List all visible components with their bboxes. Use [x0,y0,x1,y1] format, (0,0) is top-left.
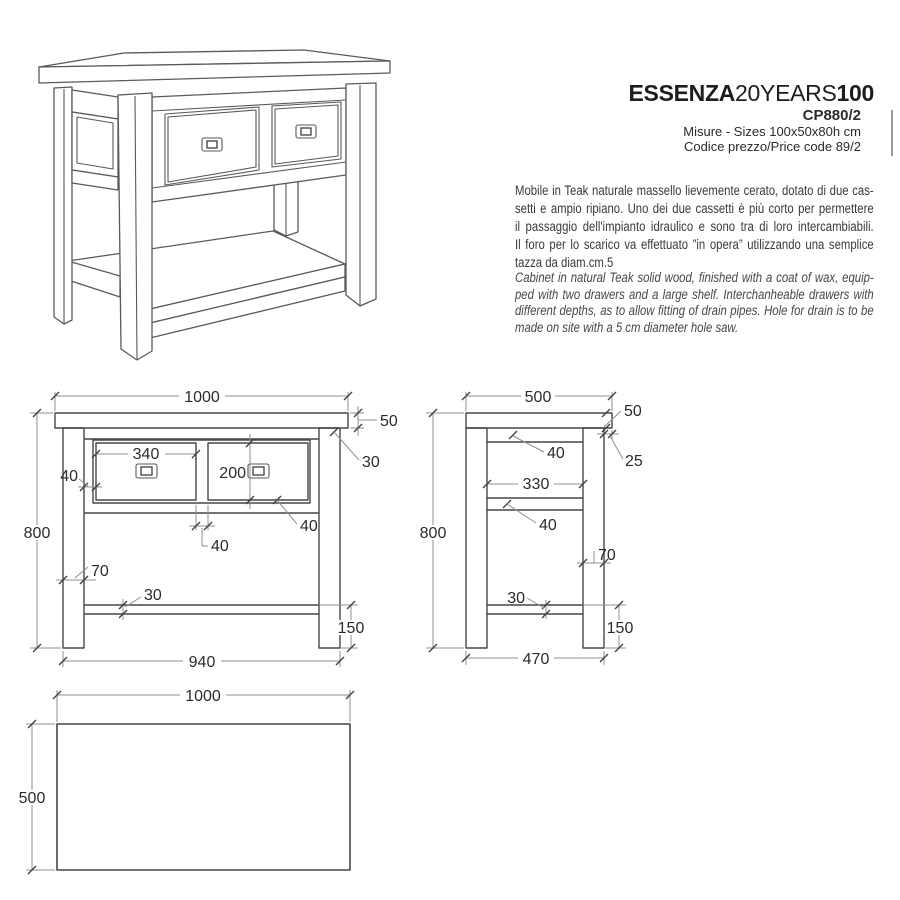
svg-text:40: 40 [300,518,318,535]
dim-shelf-thickness [119,587,162,620]
tabletop [55,413,348,428]
table-leg-front-right [346,83,376,306]
dim-top-rail [509,431,565,462]
product-sizes: Misure - Sizes 100x50x80h cm [683,123,861,139]
paragraph-line: ped with two drawers and a large shelf. Interchanheable drawers with [515,286,874,302]
table-leg-front-left [118,93,152,360]
tabletop [466,413,612,428]
svg-text:1000: 1000 [185,688,221,705]
paragraph-line: different depths, as to allow fitting of drain pipes. Hole for drain is to be [515,303,874,318]
collection-name: 20YEARS [735,80,837,106]
side-panel [72,90,118,190]
drawer-front-frame [152,88,346,202]
dim-overhang [330,428,380,471]
top-view [18,687,354,874]
shelf [68,231,345,338]
svg-text:1000: 1000 [184,389,220,406]
front-elevation [23,388,398,671]
tabletop [39,50,390,83]
dim-width [51,388,352,411]
product-price-code: Codice prezzo/Price code 89/2 [683,139,861,154]
svg-text:25: 25 [625,453,643,470]
paragraph-line: tazza da diam.cm.5 [515,255,614,270]
dim-drawer-height [219,434,254,509]
dim-depth [462,388,616,411]
svg-text:50: 50 [624,403,642,420]
dim-height [23,409,61,652]
paragraph-line: il passaggio dell'impianto idraulico e sono tra di loro intercambiabili. [515,219,874,234]
dim-leg [56,563,109,584]
svg-text:30: 30 [507,590,525,607]
svg-text:940: 940 [188,654,216,671]
svg-text:40: 40 [60,468,78,485]
svg-text:30: 30 [144,587,162,604]
paragraph-line: Il foro per lo scarico va effettuato ”in opera” utilizzando una semplice [515,237,874,252]
drawer-frame [93,440,310,503]
drawer-handle-icon [248,464,269,478]
paragraph-line: Cabinet in natural Teak solid wood, finished with a coat of wax, equip- [515,270,874,285]
svg-text:40: 40 [539,517,557,534]
table-leg-back [466,428,487,648]
svg-text:150: 150 [606,620,634,637]
svg-text:70: 70 [91,563,109,580]
drawer-handle-icon [136,464,157,478]
dim-top-thickness [350,406,398,436]
svg-text:800: 800 [419,525,447,542]
dim-drawer-width [92,446,200,463]
dim-inner-span [483,476,587,493]
dim-leg-span [59,651,344,671]
dim-height [419,409,464,652]
svg-text:40: 40 [211,538,229,555]
svg-text:500: 500 [524,389,552,406]
model-number: 100 [836,80,874,106]
svg-text:150: 150 [337,620,365,637]
paragraph-line: Mobile in Teak naturale massello lievemente cerato, dotato di due cas- [515,183,874,198]
product-code: CP880/2 [802,107,861,124]
dim-shelf-height [319,601,366,652]
table-leg-front [583,428,604,648]
svg-text:340: 340 [132,446,160,463]
table-leg-back-left [54,87,72,324]
svg-text:70: 70 [598,547,616,564]
dim-leg-span [462,650,608,668]
dim-width [53,687,354,722]
side-elevation [419,388,643,668]
svg-text:30: 30 [362,454,380,471]
table-leg-left [63,428,84,648]
paragraph-line: made on site with a 5 cm diameter hole saw. [515,319,739,335]
dim-depth [18,720,55,874]
dim-mid-rail [503,500,557,534]
dim-shelf-height [583,601,634,652]
brand-name: ESSENZA [628,80,736,106]
svg-text:500: 500 [18,790,46,807]
svg-text:40: 40 [547,445,565,462]
svg-text:200: 200 [219,465,246,482]
svg-text:800: 800 [23,525,51,542]
perspective-view [39,50,390,360]
paragraph-line: setti e ampio ripiano. Uno dei due cassetti è più corto per permettere [515,201,874,216]
svg-text:470: 470 [522,651,550,668]
table-leg-right [319,428,340,648]
dim-rail [273,496,318,535]
tabletop-outline [57,724,350,870]
svg-text:50: 50 [380,413,398,430]
svg-text:330: 330 [522,476,550,493]
